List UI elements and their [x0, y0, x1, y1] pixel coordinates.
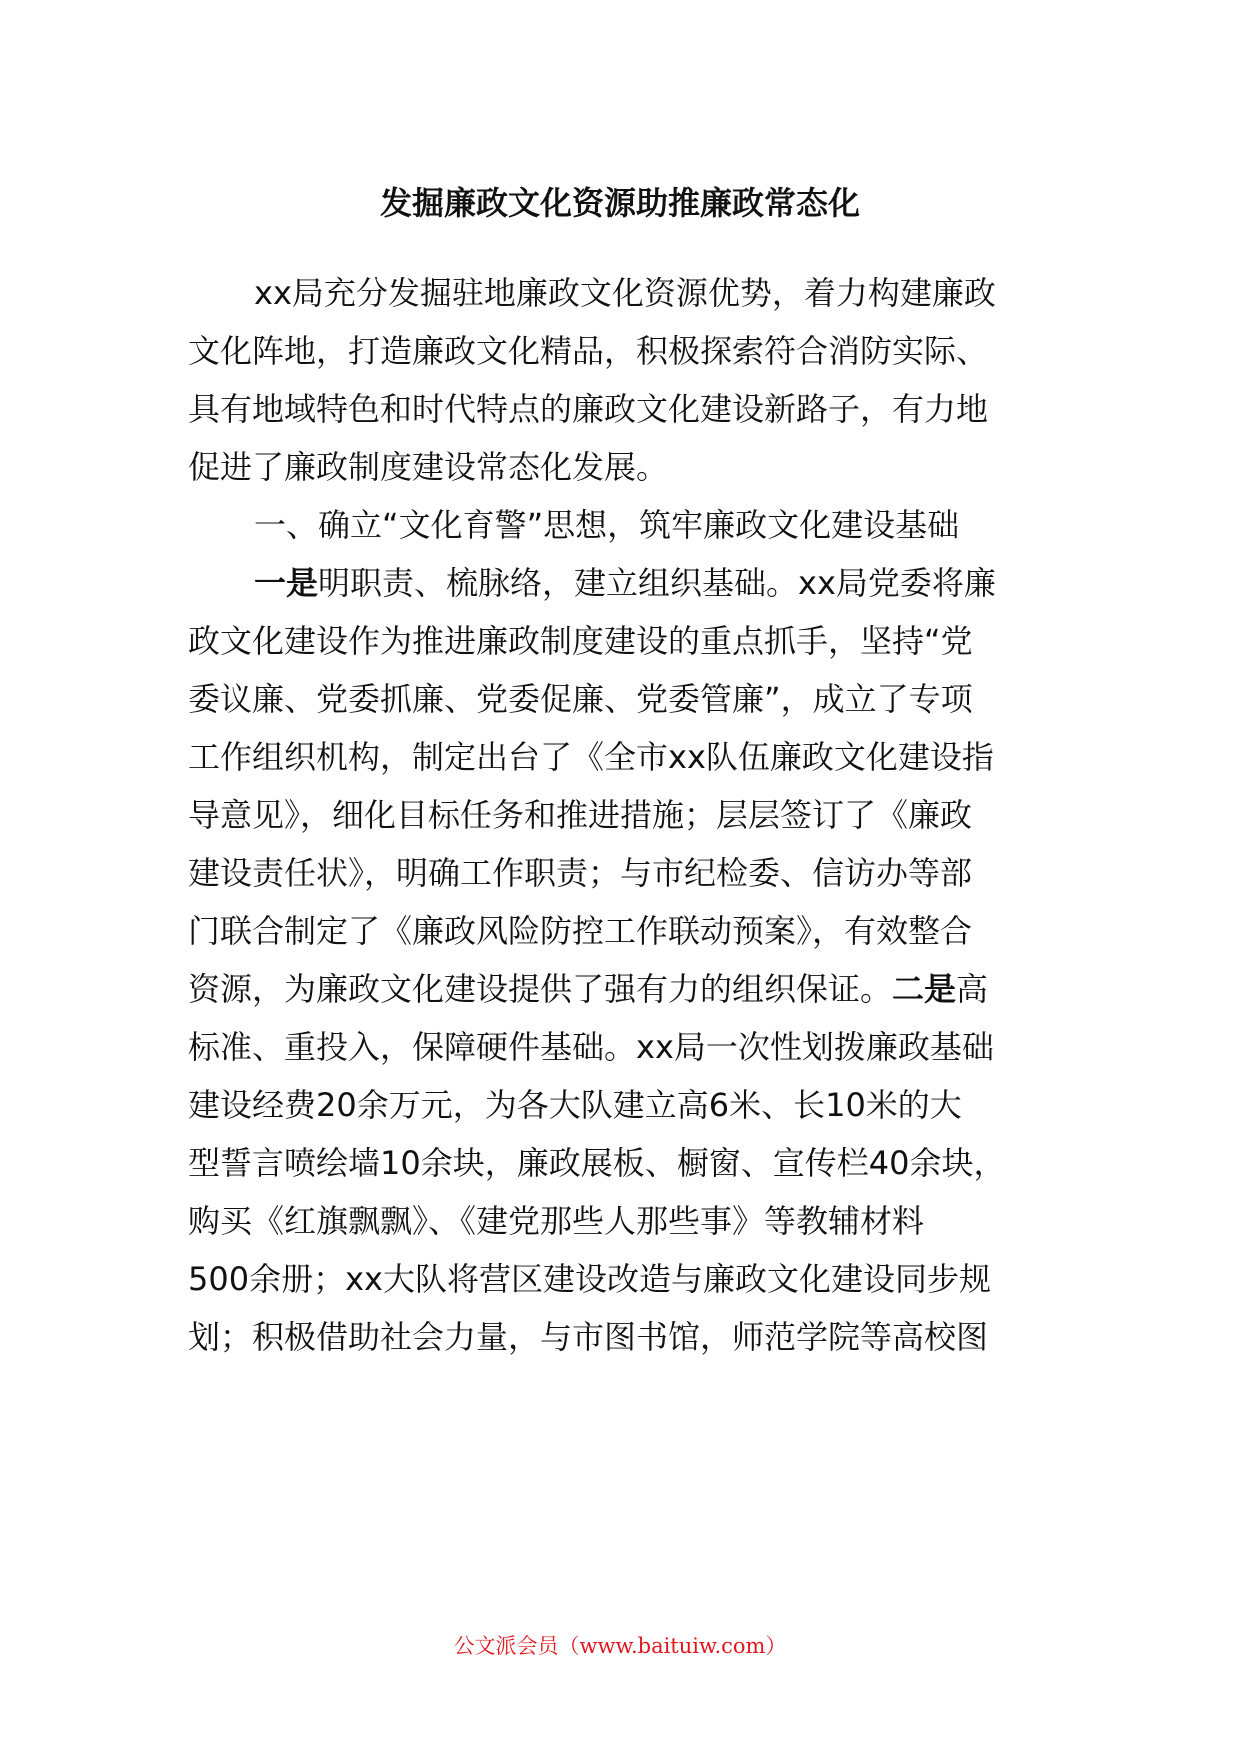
text-line: 文化阵地，打造廉政文化精品，积极探索符合消防实际、 — [188, 332, 989, 370]
footer-watermark: 公文派会员（www.baituiw.com） — [453, 1634, 787, 1658]
text-line: 导意见》，细化目标任务和推进措施；层层签订了《廉政 — [188, 796, 973, 834]
text-line: 标准、重投入，保障硬件基础。xx局一次性划拨廉政基础 — [188, 1028, 994, 1066]
text-line — [188, 966, 988, 1012]
text-line: 具有地域特色和时代特点的廉政文化建设新路子，有力地 — [188, 390, 989, 428]
text-line: 建设经费20余万元，为各大队建立高6米、长10米的大 — [188, 1086, 962, 1124]
text-line: 500余册；xx大队将营区建设改造与廉政文化建设同步规 — [188, 1260, 991, 1298]
text-line-content: 资源，为廉政文化建设提供了强有力的组织保证。 — [188, 970, 893, 1008]
bold-marker-first: 一是 — [254, 564, 319, 602]
text-line: 委议廉、党委抓廉、党委促廉、党委管廉”，成立了专项 — [188, 680, 973, 718]
text-line: 政文化建设作为推进廉政制度建设的重点抓手，坚持“党 — [188, 622, 973, 660]
text-line: 促进了廉政制度建设常态化发展。 — [188, 448, 669, 486]
section-heading: 一、确立“文化育警”思想，筑牢廉政文化建设基础 — [254, 506, 960, 544]
text-line: 工作组织机构，制定出台了《全市xx队伍廉政文化建设指 — [188, 738, 994, 776]
text-line: 门联合制定了《廉政风险防控工作联动预案》，有效整合 — [188, 912, 973, 950]
text-line: 划；积极借助社会力量，与市图书馆，师范学院等高校图 — [188, 1318, 989, 1356]
text-line — [254, 560, 996, 606]
text-line-tail: 高 — [956, 970, 989, 1008]
bold-marker-second: 二是 — [892, 970, 957, 1008]
document-title: 发掘廉政文化资源助推廉政常态化 — [379, 184, 860, 222]
text-line: 建设责任状》，明确工作职责；与市纪检委、信访办等部 — [188, 854, 973, 892]
text-line: 购买《红旗飘飘》、《建党那些人那些事》等教辅材料 — [188, 1202, 925, 1240]
text-line: xx局充分发掘驻地廉政文化资源优势，着力构建廉政 — [254, 274, 996, 312]
text-line: 型誓言喷绘墙10余块，廉政展板、橱窗、宣传栏40余块， — [188, 1144, 1006, 1182]
text-line-content: 明职责、梳脉络，建立组织基础。xx局党委将廉 — [318, 564, 996, 602]
